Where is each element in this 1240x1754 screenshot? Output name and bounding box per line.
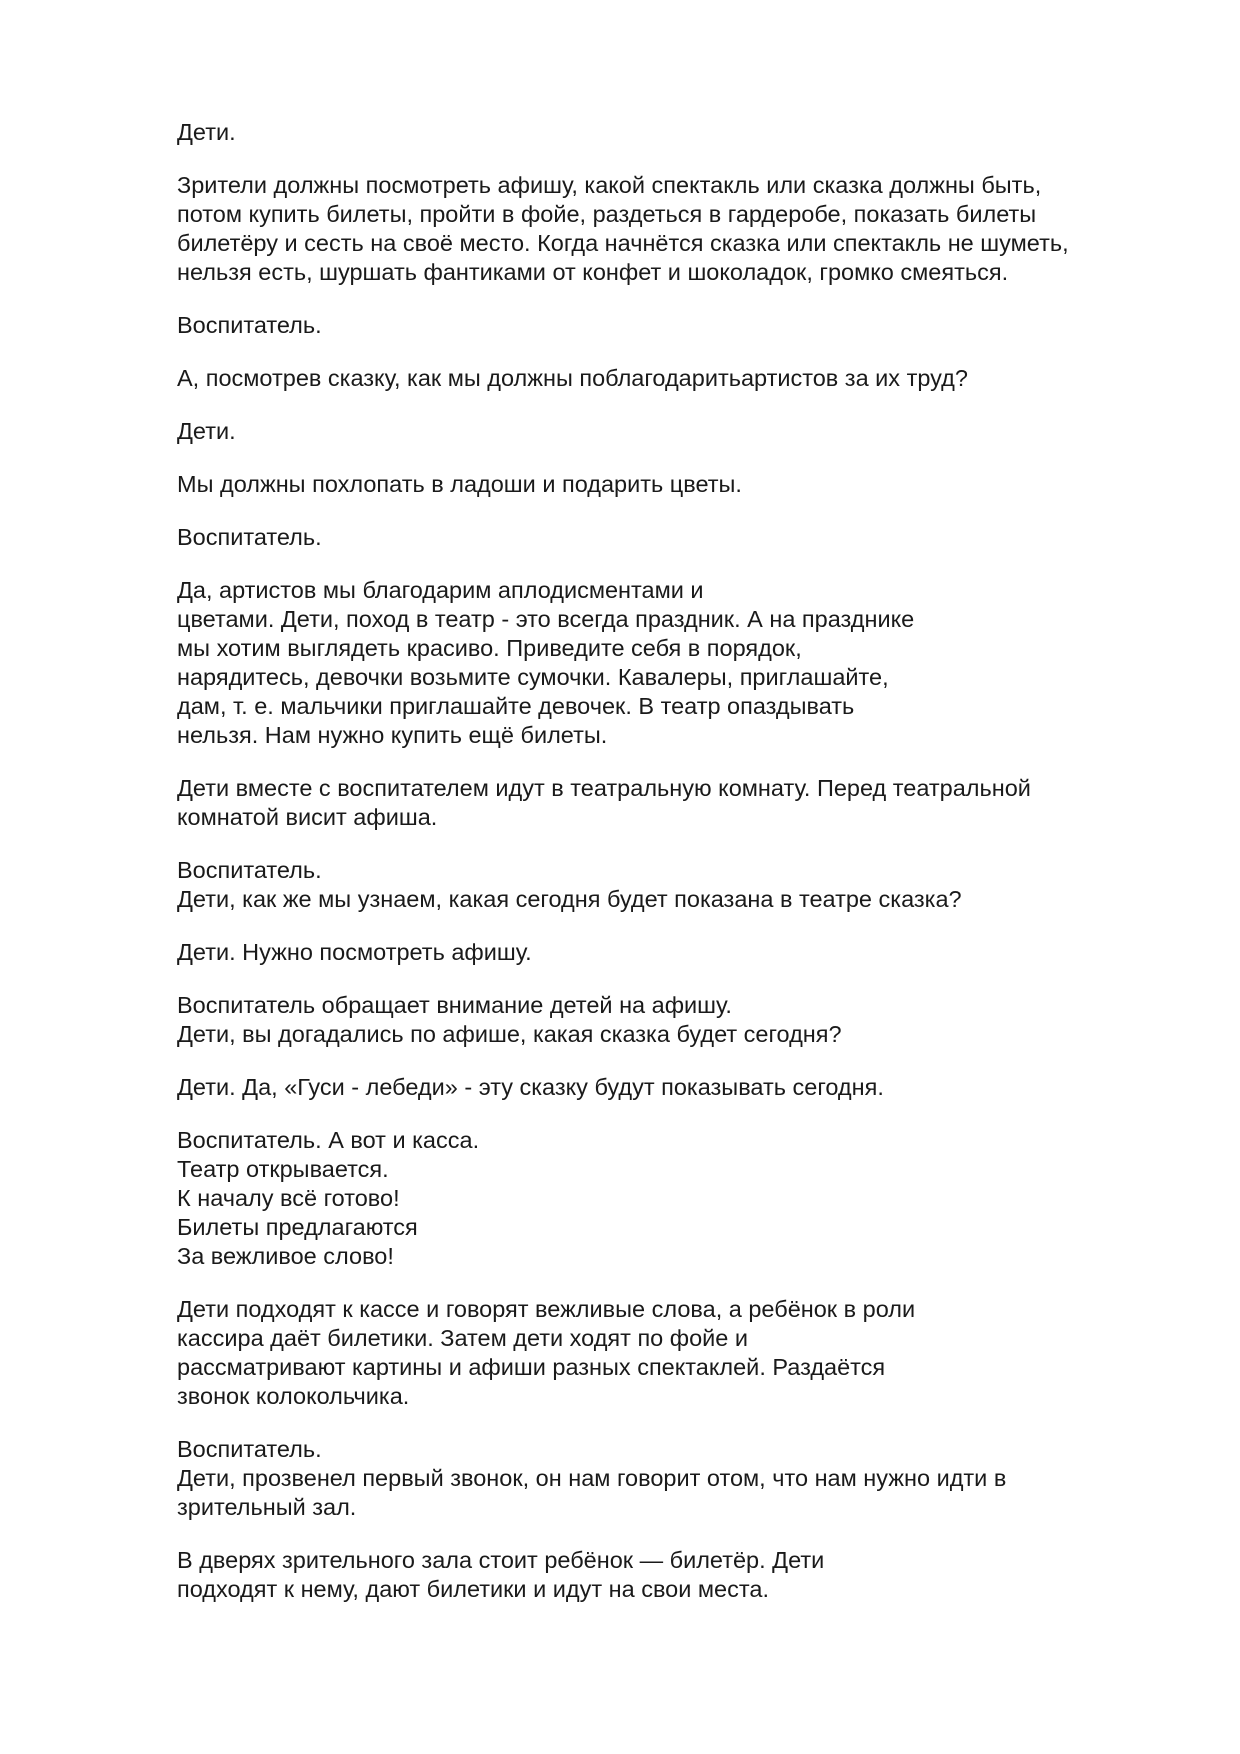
text-line: Зрители должны посмотреть афишу, какой спектакль или сказка должны быть, bbox=[177, 172, 1042, 198]
text-line: Дети, прозвенел первый звонок, он нам говорит отом, что нам нужно идти в bbox=[177, 1465, 1007, 1491]
paragraph bbox=[177, 991, 1177, 1049]
document-page bbox=[177, 118, 1177, 1628]
text-line: Билеты предлагаются bbox=[177, 1214, 418, 1240]
paragraph bbox=[177, 311, 1177, 340]
text-line: В дверях зрительного зала стоит ребёнок — билетёр. Дети bbox=[177, 1547, 825, 1573]
text-line: потом купить билеты, пройти в фойе, раздеться в гардеробе, показать билеты bbox=[177, 201, 1037, 227]
text-line: Мы должны похлопать в ладоши и подарить цветы. bbox=[177, 471, 742, 497]
text-line: Воспитатель. bbox=[177, 524, 322, 550]
paragraph bbox=[177, 364, 1177, 393]
text-line: Дети, как же мы узнаем, какая сегодня будет показана в театре сказка? bbox=[177, 886, 962, 912]
text-line: За вежливое слово! bbox=[177, 1243, 394, 1269]
text-line: зрительный зал. bbox=[177, 1494, 357, 1520]
text-line: К началу всё готово! bbox=[177, 1185, 400, 1211]
text-line: Воспитатель. bbox=[177, 1436, 322, 1462]
text-line: Дети, вы догадались по афише, какая сказка будет сегодня? bbox=[177, 1021, 842, 1047]
paragraph bbox=[177, 417, 1177, 446]
text-line: нельзя есть, шуршать фантиками от конфет и шоколадок, громко смеяться. bbox=[177, 259, 1009, 285]
text-line: дам, т. е. мальчики приглашайте девочек. В театр опаздывать bbox=[177, 693, 855, 719]
text-line: А, посмотрев сказку, как мы должны поблагодаритьартистов за их труд? bbox=[177, 365, 968, 391]
text-line: Воспитатель. bbox=[177, 857, 322, 883]
text-line: нельзя. Нам нужно купить ещё билеты. bbox=[177, 722, 608, 748]
text-line: рассматривают картины и афиши разных спектаклей. Раздаётся bbox=[177, 1354, 886, 1380]
text-line: подходят к нему, дают билетики и идут на свои места. bbox=[177, 1576, 769, 1602]
paragraph bbox=[177, 118, 1177, 147]
text-line: Воспитатель. bbox=[177, 312, 322, 338]
paragraph bbox=[177, 1546, 1177, 1604]
paragraph bbox=[177, 1126, 1177, 1271]
paragraph bbox=[177, 523, 1177, 552]
text-line: комнатой висит афиша. bbox=[177, 804, 438, 830]
text-line: Дети. Нужно посмотреть афишу. bbox=[177, 939, 532, 965]
text-line: Театр открывается. bbox=[177, 1156, 389, 1182]
paragraph bbox=[177, 576, 1177, 750]
text-line: цветами. Дети, поход в театр - это всегда праздник. А на празднике bbox=[177, 606, 915, 632]
paragraph bbox=[177, 171, 1177, 287]
paragraph bbox=[177, 856, 1177, 914]
text-line: Дети вместе с воспитателем идут в театральную комнату. Перед театральной bbox=[177, 775, 1031, 801]
text-line: Дети. Да, «Гуси - лебеди» - эту сказку будут показывать сегодня. bbox=[177, 1074, 884, 1100]
paragraph bbox=[177, 1435, 1177, 1522]
text-line: нарядитесь, девочки возьмите сумочки. Кавалеры, приглашайте, bbox=[177, 664, 889, 690]
paragraph bbox=[177, 774, 1177, 832]
text-line: билетёру и сесть на своё место. Когда начнётся сказка или спектакль не шуметь, bbox=[177, 230, 1069, 256]
paragraph bbox=[177, 938, 1177, 967]
text-line: звонок колокольчика. bbox=[177, 1383, 410, 1409]
text-line: Дети. bbox=[177, 119, 236, 145]
paragraph bbox=[177, 1073, 1177, 1102]
text-line: Воспитатель. А вот и касса. bbox=[177, 1127, 480, 1153]
text-line: Воспитатель обращает внимание детей на афишу. bbox=[177, 992, 732, 1018]
paragraph bbox=[177, 470, 1177, 499]
text-line: Да, артистов мы благодарим аплодисментами и bbox=[177, 577, 704, 603]
text-line: мы хотим выглядеть красиво. Приведите себя в порядок, bbox=[177, 635, 802, 661]
text-line: Дети. bbox=[177, 418, 236, 444]
paragraph bbox=[177, 1295, 1177, 1411]
text-line: кассира даёт билетики. Затем дети ходят по фойе и bbox=[177, 1325, 749, 1351]
text-line: Дети подходят к кассе и говорят вежливые слова, а ребёнок в роли bbox=[177, 1296, 916, 1322]
